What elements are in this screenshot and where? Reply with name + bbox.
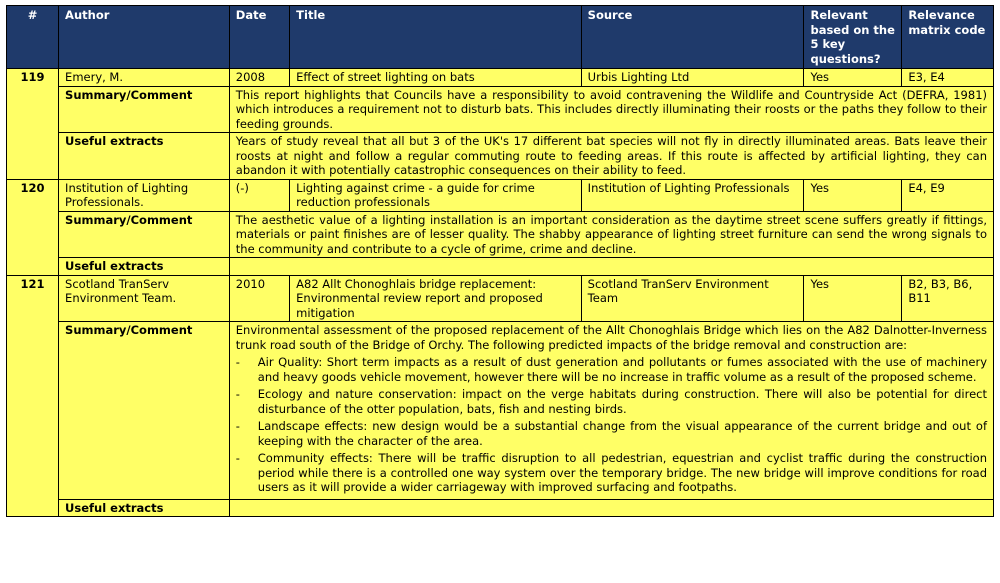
summary-label: Summary/Comment: [59, 211, 230, 258]
entry-author: Scotland TranServ Environment Team.: [59, 275, 230, 322]
header-author: Author: [59, 6, 230, 69]
entry-number: 121: [7, 275, 59, 517]
entry-matrix-code: B2, B3, B6, B11: [902, 275, 994, 322]
impact-text: Ecology and nature conservation: impact on the verge habitats during construction. There will also be potential for direct disturbance of the otter population, bats, fish and nesting birds.: [257, 387, 987, 416]
bullet-dash: -: [235, 355, 240, 369]
impact-item-ecology: [236, 387, 987, 416]
header-number: #: [7, 6, 59, 69]
bullet-dash: -: [235, 419, 240, 433]
summary-text: This report highlights that Councils have a responsibility to avoid contravening the Wildlife and Countryside Act (DEFRA, 1981) which introduces a requirement not to disturb bats. This includes directly illuminating their roosts or the paths they follow to their feeding grounds.: [229, 86, 993, 133]
extracts-text: [229, 499, 993, 517]
summary-label: Summary/Comment: [59, 322, 230, 500]
entry-row: [7, 69, 994, 87]
summary-label: Summary/Comment: [59, 86, 230, 133]
header-relevant: Relevant based on the 5 key questions?: [804, 6, 902, 69]
header-title: Title: [290, 6, 582, 69]
summary-row: [7, 322, 994, 500]
entry-source: Scotland TranServ Environment Team: [581, 275, 804, 322]
entry-relevant: Yes: [804, 275, 902, 322]
summary-cell: [229, 322, 993, 500]
bullet-dash: -: [235, 387, 240, 401]
impact-text: Landscape effects: new design would be a substantial change from the visual appearance of the current bridge and out of keeping with the character of the area.: [257, 419, 987, 448]
header-source: Source: [581, 6, 804, 69]
entry-source: Institution of Lighting Professionals: [581, 179, 804, 211]
extracts-label: Useful extracts: [59, 133, 230, 180]
entry-relevant: Yes: [804, 69, 902, 87]
entry-row: [7, 275, 994, 322]
summary-row: [7, 86, 994, 133]
entry-title: Lighting against crime - a guide for crime reduction professionals: [290, 179, 582, 211]
summary-intro: Environmental assessment of the proposed replacement of the Allt Chonoghlais Bridge which lies on the A82 Dalnotter-Inverness trunk road south of the Bridge of Orchy. The following predicted impacts of the bridge removal and construction are:: [235, 323, 987, 352]
header-row: [7, 6, 994, 69]
entry-matrix-code: E3, E4: [902, 69, 994, 87]
entry-title: Effect of street lighting on bats: [290, 69, 582, 87]
header-matrix-code: Relevance matrix code: [902, 6, 994, 69]
extracts-row: [7, 133, 994, 180]
entry-title: A82 Allt Chonoghlais bridge replacement: Environmental review report and proposed mitigation: [290, 275, 582, 322]
entry-source: Urbis Lighting Ltd: [581, 69, 804, 87]
entry-date: (-): [229, 179, 289, 211]
impact-item-air-quality: [236, 355, 987, 384]
header-date: Date: [229, 6, 289, 69]
bullet-dash: -: [235, 451, 240, 465]
literature-review-table: [6, 5, 994, 517]
extracts-row: [7, 258, 994, 276]
entry-number: 120: [7, 179, 59, 275]
impacts-list: [236, 355, 987, 495]
entry-author: Emery, M.: [59, 69, 230, 87]
summary-text: The aesthetic value of a lighting installation is an important consideration as the daytime street scene suffers greatly if fittings, materials or paint finishes are of lesser quality. The shabby appearance of lighting street furniture can send the wrong signals to the community and contribute to a cycle of grime, crime and decline.: [229, 211, 993, 258]
entry-date: 2008: [229, 69, 289, 87]
extracts-row: [7, 499, 994, 517]
extracts-label: Useful extracts: [59, 499, 230, 517]
entry-matrix-code: E4, E9: [902, 179, 994, 211]
extracts-label: Useful extracts: [59, 258, 230, 276]
impact-text: Air Quality: Short term impacts as a result of dust generation and pollutants or fumes associated with the use of machinery and heavy goods vehicle movement, however there will be no increase in traffic volume as a result of the proposed scheme.: [257, 355, 987, 384]
entry-relevant: Yes: [804, 179, 902, 211]
entry-author: Institution of Lighting Professionals.: [59, 179, 230, 211]
extracts-text: [229, 258, 993, 276]
entry-date: 2010: [229, 275, 289, 322]
impact-text: Community effects: There will be traffic disruption to all pedestrian, equestrian and cyclist traffic during the construction period while there is a controlled one way system over the temporary bridge. The new bridge will improve conditions for road users as it will provide a wider carriageway with improved surfacing and footpaths.: [257, 451, 987, 494]
entry-row: [7, 179, 994, 211]
entry-number: 119: [7, 69, 59, 180]
summary-row: [7, 211, 994, 258]
impact-item-landscape: [236, 419, 987, 448]
extracts-text: Years of study reveal that all but 3 of the UK's 17 different bat species will not fly in directly illuminated areas. Bats leave their roosts at night and follow a regular commuting route to feeding areas. If this route is affected by artificial lighting, they can abandon it with potentially catastrophic consequences on their ability to feed.: [229, 133, 993, 180]
impact-item-community: [236, 451, 987, 495]
